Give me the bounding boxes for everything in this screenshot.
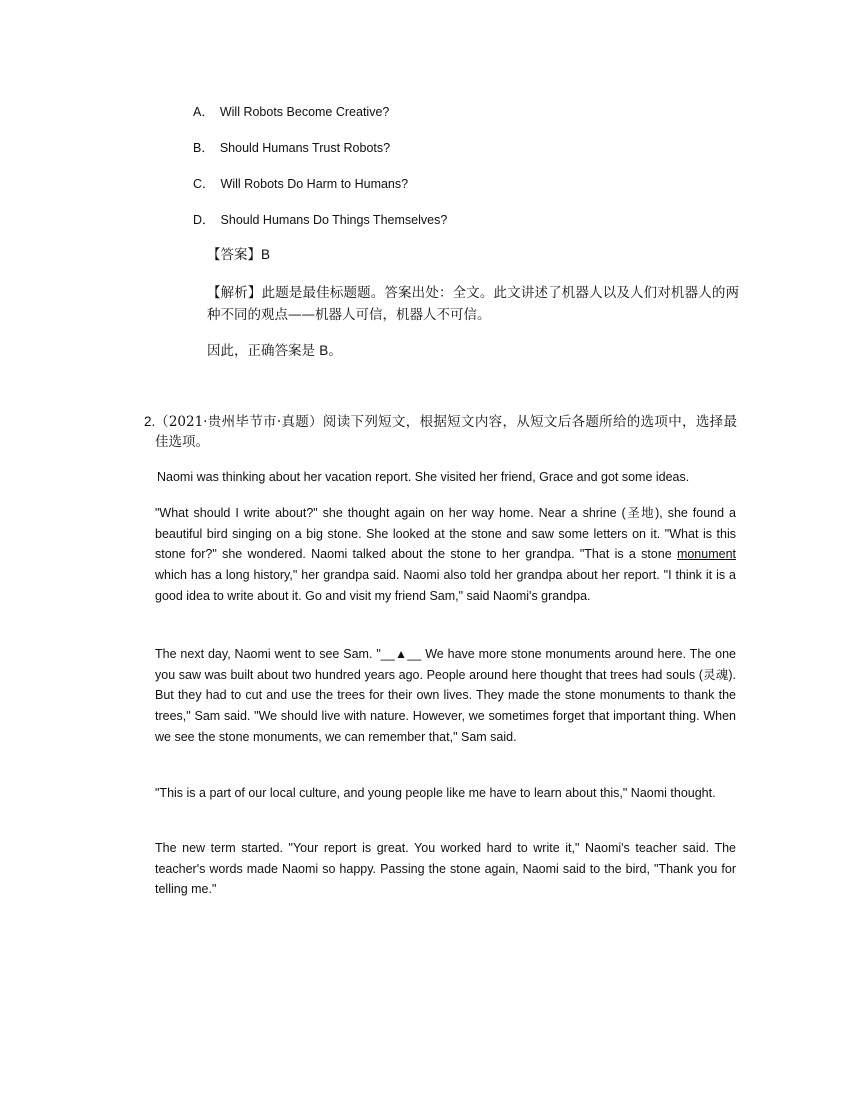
option-text: Will Robots Do Harm to Humans? <box>220 177 409 191</box>
question-header <box>155 412 737 452</box>
text-run: "What should I write about?" she thought again on her way home. Near a shrine ( <box>155 506 626 520</box>
option-c <box>193 176 408 192</box>
answer-value: B <box>261 247 271 262</box>
question-number: 2. <box>144 414 156 429</box>
blank-line: __ <box>407 647 422 661</box>
option-text: Should Humans Trust Robots? <box>219 141 391 155</box>
option-letter: B． <box>193 141 214 155</box>
passage-paragraph-4: "This is a part of our local culture, and young people like me have to learn about this," Naomi thought. <box>155 786 716 800</box>
conclusion-suffix: 。 <box>328 343 342 359</box>
question-instruction: 阅读下列短文，根据短文内容，从短文后各题所给的选项中，选择最佳选项。 <box>155 414 737 450</box>
blank-triangle-icon: ▲ <box>394 647 408 661</box>
blank-line: __ <box>380 647 395 661</box>
answer-label: 【答案】 <box>207 247 261 263</box>
option-letter: C． <box>193 177 215 191</box>
text-run: The next day, Naomi went to see Sam. " <box>155 647 381 661</box>
option-text: Should Humans Do Things Themselves? <box>220 213 448 227</box>
conclusion-prefix: 因此，正确答案是 <box>207 343 320 359</box>
question-source: （2021·贵州毕节市·真题） <box>155 414 323 430</box>
conclusion-value: B <box>319 343 329 358</box>
option-d <box>193 212 447 228</box>
text-run: ). But they had to cut and use the trees for their own lives. They made the stone monuments to thank the trees," Sam said. "We should live with nature. However, we sometimes forget that important thing. When we see the stone monuments, we can remember that," Sam said. <box>155 667 736 744</box>
passage-paragraph-2 <box>155 503 736 607</box>
passage-paragraph-3 <box>155 644 736 748</box>
chinese-gloss: 圣地 <box>625 505 656 520</box>
analysis-paragraph <box>207 282 739 326</box>
analysis-text: 此题是最佳标题题。答案出处：全文。此文讲述了机器人以及人们对机器人的两种不同的观点——机器人可信，机器人不可信。 <box>207 285 740 323</box>
option-letter: A． <box>193 105 214 119</box>
text-run: ), she found a beautiful bird singing on a big stone. She looked at the stone and saw some letters on it. "What is this stone for?" she wondered. Naomi talked about the stone to her grandpa. "That is a stone <box>155 506 736 562</box>
answer-line <box>207 244 270 266</box>
passage-paragraph-5: The new term started. "Your report is great. You worked hard to write it," Naomi's teacher said. The teacher's words made Naomi so happy. Passing the stone again, Naomi said to the bird, "Thank you for telling me." <box>155 841 736 897</box>
option-letter: D． <box>193 213 215 227</box>
option-b <box>193 140 390 156</box>
option-a <box>193 104 389 120</box>
chinese-gloss: 灵魂 <box>702 666 729 682</box>
passage-paragraph-1: Naomi was thinking about her vacation report. She visited her friend, Grace and got some ideas. <box>157 470 690 484</box>
text-run: which has a long history," her grandpa said. Naomi also told her grandpa about her report. "I think it is a good idea to write about it. Go and visit my friend Sam," said Naomi's grandpa. <box>155 568 736 603</box>
text-run: We have more stone monuments around here. The one you saw was built about two hundred years ago. People around here thought that trees had souls ( <box>155 647 736 682</box>
analysis-label: 【解析】 <box>207 285 262 301</box>
option-text: Will Robots Become Creative? <box>219 105 390 119</box>
analysis-conclusion <box>207 340 342 362</box>
underlined-word: monument <box>676 547 736 562</box>
